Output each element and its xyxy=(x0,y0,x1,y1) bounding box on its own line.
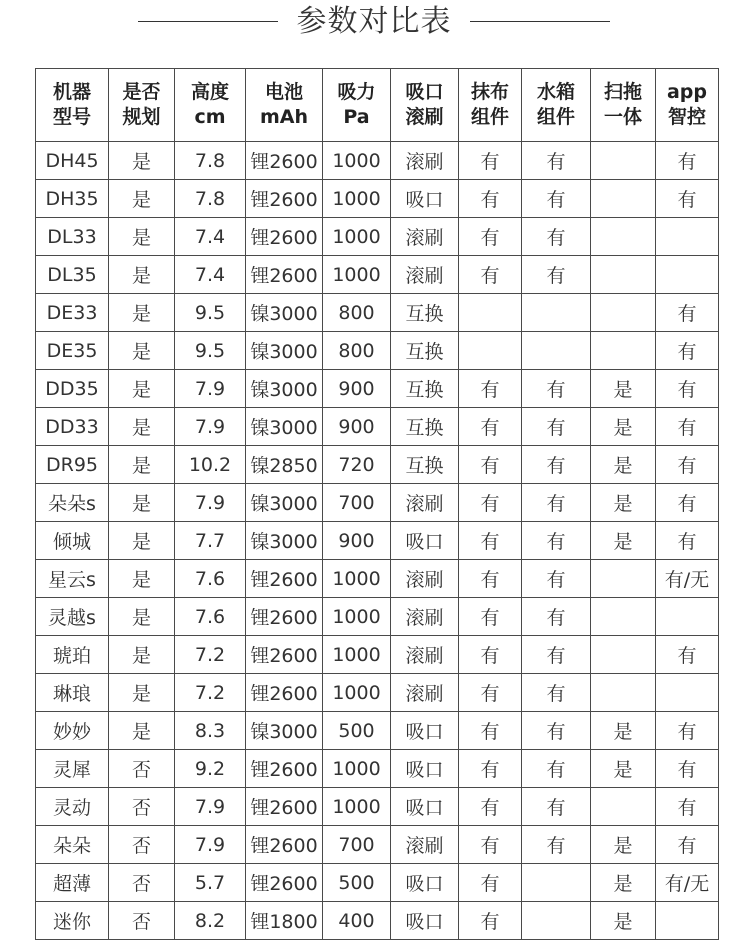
cell-height: 7.9 xyxy=(175,408,246,446)
cell-sweep-mop xyxy=(591,218,656,256)
cell-height: 5.7 xyxy=(175,864,246,902)
cell-height: 7.9 xyxy=(175,370,246,408)
cell-planning: 是 xyxy=(109,484,175,522)
cell-planning: 是 xyxy=(109,674,175,712)
cell-sweep-mop: 是 xyxy=(591,370,656,408)
table-row xyxy=(36,332,719,370)
cell-app-control: 有 xyxy=(656,142,719,180)
table-row xyxy=(36,750,719,788)
header-mop-line-1: 抹布 xyxy=(470,81,509,103)
cell-model: 灵越s xyxy=(36,598,109,636)
cell-intake: 滚刷 xyxy=(391,218,459,256)
cell-model: 倾城 xyxy=(36,522,109,560)
cell-intake: 吸口 xyxy=(391,864,459,902)
cell-mop: 有 xyxy=(459,788,522,826)
cell-water-tank: 有 xyxy=(522,826,591,864)
cell-sweep-mop xyxy=(591,142,656,180)
cell-sweep-mop xyxy=(591,598,656,636)
cell-intake: 吸口 xyxy=(391,712,459,750)
cell-sweep-mop xyxy=(591,560,656,598)
cell-sweep-mop: 是 xyxy=(591,484,656,522)
cell-model: 妙妙 xyxy=(36,712,109,750)
cell-planning: 是 xyxy=(109,294,175,332)
cell-height: 8.2 xyxy=(175,902,246,940)
cell-height: 9.5 xyxy=(175,294,246,332)
cell-app-control: 有 xyxy=(656,294,719,332)
cell-intake: 互换 xyxy=(391,294,459,332)
table-row xyxy=(36,560,719,598)
cell-height: 7.4 xyxy=(175,218,246,256)
table-row xyxy=(36,370,719,408)
cell-height: 7.9 xyxy=(175,826,246,864)
cell-water-tank xyxy=(522,864,591,902)
table-header-row xyxy=(36,69,719,142)
header-height-line-1: 高度 xyxy=(190,81,229,103)
cell-sweep-mop: 是 xyxy=(591,902,656,940)
header-sweep-mop-line-1: 扫拖 xyxy=(603,81,642,103)
cell-water-tank: 有 xyxy=(522,598,591,636)
cell-sweep-mop: 是 xyxy=(591,522,656,560)
cell-water-tank: 有 xyxy=(522,522,591,560)
cell-model: DE33 xyxy=(36,294,109,332)
cell-intake: 滚刷 xyxy=(391,142,459,180)
table-row xyxy=(36,522,719,560)
cell-sweep-mop xyxy=(591,180,656,218)
cell-suction: 400 xyxy=(323,902,391,940)
cell-suction: 1000 xyxy=(323,750,391,788)
cell-height: 7.8 xyxy=(175,180,246,218)
table-row xyxy=(36,864,719,902)
cell-planning: 是 xyxy=(109,332,175,370)
cell-planning: 是 xyxy=(109,370,175,408)
cell-app-control: 有 xyxy=(656,408,719,446)
cell-model: DL33 xyxy=(36,218,109,256)
cell-mop: 有 xyxy=(459,636,522,674)
cell-planning: 是 xyxy=(109,256,175,294)
cell-suction: 800 xyxy=(323,332,391,370)
cell-app-control: 有 xyxy=(656,522,719,560)
cell-battery: 锂2600 xyxy=(246,788,323,826)
cell-battery: 锂2600 xyxy=(246,598,323,636)
cell-water-tank: 有 xyxy=(522,408,591,446)
cell-intake: 滚刷 xyxy=(391,636,459,674)
cell-suction: 720 xyxy=(323,446,391,484)
cell-mop: 有 xyxy=(459,826,522,864)
cell-battery: 锂2600 xyxy=(246,218,323,256)
cell-mop: 有 xyxy=(459,484,522,522)
cell-app-control: 有 xyxy=(656,332,719,370)
cell-app-control xyxy=(656,256,719,294)
cell-battery: 锂1800 xyxy=(246,902,323,940)
cell-app-control: 有 xyxy=(656,636,719,674)
cell-app-control: 有 xyxy=(656,446,719,484)
cell-model: DL35 xyxy=(36,256,109,294)
cell-sweep-mop: 是 xyxy=(591,864,656,902)
cell-app-control: 有 xyxy=(656,484,719,522)
cell-battery: 镍3000 xyxy=(246,712,323,750)
cell-water-tank: 有 xyxy=(522,370,591,408)
cell-water-tank: 有 xyxy=(522,180,591,218)
cell-height: 7.9 xyxy=(175,788,246,826)
cell-model: DE35 xyxy=(36,332,109,370)
cell-battery: 镍3000 xyxy=(246,370,323,408)
header-sweep-mop-line-2: 一体 xyxy=(603,106,642,128)
cell-suction: 1000 xyxy=(323,142,391,180)
cell-height: 7.6 xyxy=(175,560,246,598)
cell-intake: 吸口 xyxy=(391,180,459,218)
cell-water-tank: 有 xyxy=(522,218,591,256)
cell-mop: 有 xyxy=(459,902,522,940)
cell-suction: 800 xyxy=(323,294,391,332)
cell-intake: 吸口 xyxy=(391,522,459,560)
cell-mop: 有 xyxy=(459,560,522,598)
cell-mop: 有 xyxy=(459,750,522,788)
cell-battery: 锂2600 xyxy=(246,750,323,788)
header-app-control-line-1: app xyxy=(666,81,708,103)
header-intake xyxy=(391,69,459,142)
cell-app-control: 有/无 xyxy=(656,560,719,598)
cell-sweep-mop xyxy=(591,294,656,332)
cell-intake: 滚刷 xyxy=(391,256,459,294)
header-suction-line-1: 吸力 xyxy=(337,81,376,103)
header-planning xyxy=(109,69,175,142)
header-planning-line-1: 是否 xyxy=(122,81,161,103)
cell-app-control: 有 xyxy=(656,180,719,218)
page-title: 参数对比表 xyxy=(296,4,452,39)
cell-mop: 有 xyxy=(459,142,522,180)
cell-model: 朵朵 xyxy=(36,826,109,864)
header-suction-line-2: Pa xyxy=(343,106,370,128)
cell-intake: 互换 xyxy=(391,408,459,446)
cell-model: 琥珀 xyxy=(36,636,109,674)
cell-height: 7.2 xyxy=(175,636,246,674)
header-model-line-2: 型号 xyxy=(52,106,91,128)
cell-planning: 否 xyxy=(109,902,175,940)
table-row xyxy=(36,218,719,256)
cell-height: 7.8 xyxy=(175,142,246,180)
cell-intake: 互换 xyxy=(391,332,459,370)
cell-model: DR95 xyxy=(36,446,109,484)
table-body xyxy=(36,142,719,940)
cell-suction: 1000 xyxy=(323,674,391,712)
cell-suction: 900 xyxy=(323,408,391,446)
cell-water-tank: 有 xyxy=(522,788,591,826)
cell-battery: 锂2600 xyxy=(246,636,323,674)
header-app-control-line-2: 智控 xyxy=(667,106,706,128)
cell-height: 7.7 xyxy=(175,522,246,560)
cell-model: 朵朵s xyxy=(36,484,109,522)
cell-mop xyxy=(459,332,522,370)
cell-battery: 锂2600 xyxy=(246,864,323,902)
cell-height: 7.9 xyxy=(175,484,246,522)
table-row xyxy=(36,256,719,294)
table-row xyxy=(36,446,719,484)
cell-suction: 1000 xyxy=(323,636,391,674)
header-battery-line-1: 电池 xyxy=(264,81,303,103)
header-height xyxy=(175,69,246,142)
cell-suction: 900 xyxy=(323,370,391,408)
cell-suction: 500 xyxy=(323,864,391,902)
cell-suction: 700 xyxy=(323,826,391,864)
header-model xyxy=(36,69,109,142)
cell-battery: 锂2600 xyxy=(246,826,323,864)
cell-planning: 是 xyxy=(109,446,175,484)
header-battery-line-2: mAh xyxy=(259,106,309,128)
cell-model: 灵犀 xyxy=(36,750,109,788)
cell-battery: 锂2600 xyxy=(246,560,323,598)
cell-suction: 1000 xyxy=(323,218,391,256)
cell-planning: 否 xyxy=(109,750,175,788)
cell-suction: 1000 xyxy=(323,788,391,826)
cell-model: 超薄 xyxy=(36,864,109,902)
table-row xyxy=(36,294,719,332)
header-water-tank-line-1: 水箱 xyxy=(536,81,575,103)
table-row xyxy=(36,180,719,218)
cell-model: 灵动 xyxy=(36,788,109,826)
cell-mop: 有 xyxy=(459,180,522,218)
cell-planning: 是 xyxy=(109,218,175,256)
cell-sweep-mop xyxy=(591,788,656,826)
header-mop-line-2: 组件 xyxy=(470,106,509,128)
cell-app-control: 有 xyxy=(656,370,719,408)
cell-battery: 镍3000 xyxy=(246,522,323,560)
cell-mop: 有 xyxy=(459,218,522,256)
cell-intake: 滚刷 xyxy=(391,560,459,598)
table-row xyxy=(36,598,719,636)
cell-app-control xyxy=(656,218,719,256)
cell-planning: 是 xyxy=(109,712,175,750)
header-battery xyxy=(246,69,323,142)
cell-sweep-mop xyxy=(591,674,656,712)
cell-sweep-mop xyxy=(591,636,656,674)
cell-suction: 900 xyxy=(323,522,391,560)
cell-model: 迷你 xyxy=(36,902,109,940)
cell-planning: 是 xyxy=(109,522,175,560)
cell-height: 8.3 xyxy=(175,712,246,750)
cell-planning: 否 xyxy=(109,826,175,864)
cell-water-tank: 有 xyxy=(522,484,591,522)
table-row xyxy=(36,674,719,712)
cell-intake: 吸口 xyxy=(391,750,459,788)
cell-planning: 是 xyxy=(109,560,175,598)
table-row xyxy=(36,484,719,522)
cell-mop: 有 xyxy=(459,256,522,294)
cell-app-control xyxy=(656,598,719,636)
cell-water-tank: 有 xyxy=(522,636,591,674)
cell-intake: 互换 xyxy=(391,370,459,408)
cell-water-tank: 有 xyxy=(522,712,591,750)
spec-comparison-table xyxy=(35,68,719,940)
cell-battery: 镍3000 xyxy=(246,332,323,370)
table-row xyxy=(36,826,719,864)
cell-mop: 有 xyxy=(459,408,522,446)
cell-model: DD35 xyxy=(36,370,109,408)
cell-height: 9.2 xyxy=(175,750,246,788)
header-height-line-2: cm xyxy=(194,106,226,128)
cell-water-tank: 有 xyxy=(522,446,591,484)
cell-intake: 互换 xyxy=(391,446,459,484)
cell-water-tank: 有 xyxy=(522,750,591,788)
cell-water-tank xyxy=(522,902,591,940)
cell-water-tank: 有 xyxy=(522,142,591,180)
cell-suction: 1000 xyxy=(323,180,391,218)
cell-mop: 有 xyxy=(459,674,522,712)
cell-water-tank: 有 xyxy=(522,560,591,598)
table-row xyxy=(36,408,719,446)
cell-battery: 锂2600 xyxy=(246,256,323,294)
cell-sweep-mop: 是 xyxy=(591,826,656,864)
cell-suction: 1000 xyxy=(323,560,391,598)
header-intake-line-1: 吸口 xyxy=(405,81,444,103)
cell-suction: 1000 xyxy=(323,256,391,294)
cell-model: DH35 xyxy=(36,180,109,218)
cell-planning: 否 xyxy=(109,864,175,902)
table-row xyxy=(36,636,719,674)
title-divider-left xyxy=(138,21,278,22)
header-planning-line-2: 规划 xyxy=(122,106,161,128)
cell-app-control: 有 xyxy=(656,712,719,750)
table-row xyxy=(36,712,719,750)
header-water-tank-line-2: 组件 xyxy=(536,106,575,128)
cell-app-control xyxy=(656,902,719,940)
table-row xyxy=(36,902,719,940)
table-row xyxy=(36,788,719,826)
cell-model: 星云s xyxy=(36,560,109,598)
cell-height: 9.5 xyxy=(175,332,246,370)
header-mop xyxy=(459,69,522,142)
cell-intake: 滚刷 xyxy=(391,484,459,522)
cell-app-control: 有 xyxy=(656,788,719,826)
cell-app-control: 有 xyxy=(656,826,719,864)
cell-battery: 锂2600 xyxy=(246,142,323,180)
header-water-tank xyxy=(522,69,591,142)
cell-mop xyxy=(459,294,522,332)
cell-mop: 有 xyxy=(459,712,522,750)
cell-height: 10.2 xyxy=(175,446,246,484)
cell-intake: 滚刷 xyxy=(391,598,459,636)
cell-model: DD33 xyxy=(36,408,109,446)
cell-planning: 是 xyxy=(109,636,175,674)
cell-app-control: 有 xyxy=(656,750,719,788)
cell-intake: 吸口 xyxy=(391,788,459,826)
cell-battery: 镍3000 xyxy=(246,484,323,522)
cell-height: 7.2 xyxy=(175,674,246,712)
cell-water-tank xyxy=(522,294,591,332)
cell-sweep-mop: 是 xyxy=(591,712,656,750)
cell-water-tank: 有 xyxy=(522,674,591,712)
cell-intake: 滚刷 xyxy=(391,826,459,864)
title-bar xyxy=(0,0,750,46)
cell-planning: 是 xyxy=(109,408,175,446)
header-app-control xyxy=(656,69,719,142)
cell-intake: 滚刷 xyxy=(391,674,459,712)
cell-battery: 锂2600 xyxy=(246,674,323,712)
cell-suction: 500 xyxy=(323,712,391,750)
cell-mop: 有 xyxy=(459,598,522,636)
cell-sweep-mop xyxy=(591,332,656,370)
cell-water-tank: 有 xyxy=(522,256,591,294)
header-model-line-1: 机器 xyxy=(52,81,91,103)
cell-mop: 有 xyxy=(459,522,522,560)
cell-battery: 镍3000 xyxy=(246,408,323,446)
header-intake-line-2: 滚刷 xyxy=(405,106,444,128)
cell-sweep-mop xyxy=(591,256,656,294)
cell-battery: 镍3000 xyxy=(246,294,323,332)
cell-mop: 有 xyxy=(459,370,522,408)
cell-suction: 700 xyxy=(323,484,391,522)
cell-battery: 锂2600 xyxy=(246,180,323,218)
cell-sweep-mop: 是 xyxy=(591,408,656,446)
cell-model: 琳琅 xyxy=(36,674,109,712)
table-row xyxy=(36,142,719,180)
cell-model: DH45 xyxy=(36,142,109,180)
cell-app-control xyxy=(656,674,719,712)
cell-mop: 有 xyxy=(459,864,522,902)
cell-battery: 镍2850 xyxy=(246,446,323,484)
cell-intake: 吸口 xyxy=(391,902,459,940)
header-suction xyxy=(323,69,391,142)
cell-water-tank xyxy=(522,332,591,370)
cell-planning: 是 xyxy=(109,142,175,180)
cell-sweep-mop: 是 xyxy=(591,750,656,788)
cell-height: 7.4 xyxy=(175,256,246,294)
cell-height: 7.6 xyxy=(175,598,246,636)
cell-suction: 1000 xyxy=(323,598,391,636)
header-sweep-mop xyxy=(591,69,656,142)
cell-sweep-mop: 是 xyxy=(591,446,656,484)
cell-mop: 有 xyxy=(459,446,522,484)
cell-planning: 是 xyxy=(109,598,175,636)
title-divider-right xyxy=(470,21,610,22)
cell-planning: 是 xyxy=(109,180,175,218)
cell-planning: 否 xyxy=(109,788,175,826)
cell-app-control: 有/无 xyxy=(656,864,719,902)
